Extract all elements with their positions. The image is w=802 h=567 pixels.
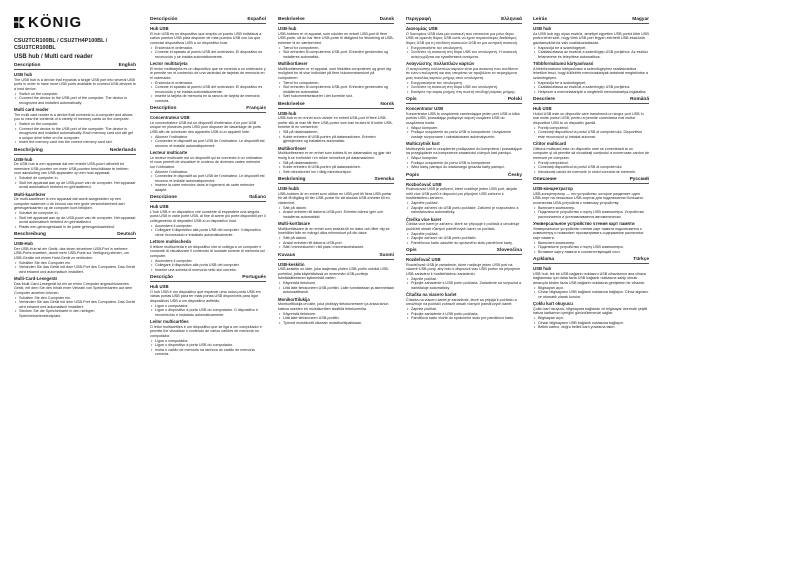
- instruction-list: [533, 241, 649, 255]
- instruction-list: [406, 232, 522, 246]
- instruction-item: • Koble enheten til USB-porten på datamaskinen. Enheten gjenkjennes og installeres automatisk.: [278, 135, 394, 144]
- instruction-item: • Anslut enheten till datorns USB-port. Enheten känns igen och installeras automatiskt.: [278, 210, 394, 219]
- language-header: [278, 253, 394, 260]
- instruction-item: • Connectez le dispositif au port USB de l'ordinateur. Le dispositif est reconnu et installé automatiquement.: [150, 139, 266, 148]
- paragraph: Le concentrateur USB est un dispositif d'extension d'un port USB unique en plusieurs ports USB pour disposer de davantage de ports USB afin de connecter des appareils USB à un appareil hôte.: [150, 120, 261, 134]
- instruction-item: • Conecte el aparato al puerto USB del ordenador. El dispositivo es reconocido y se instala automáticamente.: [150, 50, 266, 59]
- instruction-item: • Työnnä muistikortti oikeaan muistikorttipaikkaan.: [278, 321, 394, 326]
- instruction-list: [278, 312, 394, 326]
- language-heading: Description: [150, 106, 177, 111]
- paragraph: A többformátumú kártyaolvasó a számítógéphez csatlakoztatva lehetővé teszi, hogy különféle memóriakártyák tartalmát megtekintse a számítógépen.: [533, 66, 648, 80]
- instruction-item: • Connectez le dispositif au port USB de l'ordinateur. Le dispositif est reconnu et installé automatiquement.: [150, 174, 266, 183]
- language-heading: Beskrivning: [278, 177, 306, 182]
- instruction-item: • Bilgisayarı açın.: [533, 286, 649, 291]
- language-section: [150, 106, 266, 192]
- instruction-item: • Slå på datamaskinen.: [278, 130, 394, 135]
- column-4-sections: [406, 17, 522, 321]
- language-name: Español: [247, 17, 266, 22]
- instruction-list: [150, 170, 266, 193]
- subsection-heading: Hub USB: [150, 26, 169, 31]
- language-name: Česky: [507, 172, 522, 178]
- language-heading: Description: [14, 63, 41, 68]
- language-header: [406, 17, 522, 24]
- language-section: [278, 177, 394, 250]
- language-header: [406, 173, 522, 180]
- instruction-item: • Bellek kartını, doğru bellek kartı yuvasına takın.: [533, 325, 649, 330]
- paragraph: Multiczytnik kart to urządzenie podłączane do komputera i pozwalające na przeglądanie na komputerze zawartości różnych kart pamięci.: [406, 146, 523, 155]
- language-header: [150, 17, 266, 24]
- instruction-list: [406, 307, 522, 321]
- instruction-item: • Insira o cartão de memória na ranhura do cartão de memória correcta.: [150, 348, 266, 357]
- instruction-item: • Connect the device to the USB port of the computer. The device is recognized and installed automatically.: [14, 96, 136, 105]
- language-section: [278, 253, 394, 326]
- instruction-list: [533, 316, 649, 330]
- instruction-item: • Ενεργοποιήστε τον υπολογιστή.: [406, 46, 522, 51]
- subsection-heading: Lettore multischeda: [150, 239, 191, 244]
- instruction-item: • Schalten Sie den Computer ein.: [14, 261, 136, 266]
- instruction-item: • Allumez l'ordinateur.: [150, 170, 266, 175]
- column-2-sections: [150, 17, 266, 357]
- instruction-list: [150, 304, 266, 318]
- instruction-list: [533, 286, 649, 300]
- language-header: [533, 17, 649, 24]
- instruction-item: • Zapněte počítač.: [406, 201, 522, 206]
- language-header: [406, 97, 522, 104]
- language-header: [278, 102, 394, 109]
- language-header: [533, 97, 649, 104]
- instruction-item: • Включите компьютер.: [533, 206, 649, 211]
- subsection-heading: Multi-kaartlezer: [14, 191, 46, 197]
- instruction-item: • Slå på datamaskinen.: [278, 161, 394, 166]
- language-section: [150, 195, 266, 272]
- instruction-item: • Plaats een geheugenkaart in de juiste geheugenkaartsleuf.: [14, 225, 136, 230]
- language-section: [533, 97, 649, 174]
- language-name: Nederlands: [109, 147, 136, 153]
- subsection-heading: Multikortlæser: [278, 61, 308, 66]
- instruction-list: [278, 236, 394, 250]
- language-section: [533, 257, 649, 330]
- instruction-item: • Подключите устройство к порту USB компьютера. Устройство распознается и устанавливается автоматически.: [533, 210, 649, 219]
- paragraph: Multikortläsaren är en enhet som ansluts till en dator och låter dig se innehållet från en mängd olika minneskort på din dator.: [278, 226, 390, 235]
- instruction-item: • Introduceţi cardul de memorie în slotul corectat de memorie.: [533, 170, 649, 175]
- subsection-heading: USB-hub: [278, 110, 297, 116]
- instruction-item: • Encienda el ordenador.: [150, 46, 266, 51]
- language-name: Svenska: [374, 177, 394, 182]
- language-name: Suomi: [379, 252, 394, 258]
- subsection-heading: Multi-kortläsare: [278, 221, 310, 226]
- main-title: USB hub / Multi card reader: [14, 54, 93, 60]
- instruction-list: [533, 161, 649, 175]
- instruction-list: [533, 206, 649, 220]
- language-heading: Açıklama: [533, 257, 555, 262]
- instruction-item: • Kapcsolja be a számítógépet.: [533, 46, 649, 51]
- subsection-heading: Lecteur multicarte: [150, 150, 188, 155]
- instruction-item: • Conecte el aparato al puerto USB del ordenador. El dispositivo es reconocido y se instala automáticamente.: [150, 85, 266, 94]
- instruction-list: [14, 296, 136, 319]
- paragraph: El hub USB es un dispositivo que amplía un puerto USB individual a varios puertos USB para disponer de más puertos USB con los que conectar dispositivos USB a un dispositivo host.: [150, 31, 262, 45]
- instruction-list: [150, 259, 266, 273]
- instruction-item: • Ligue o computador.: [150, 304, 266, 309]
- paragraph: USB-hub er en enhet som utvider en enkelt USB-port til flere USB-porter slik at man får flere USB-porter som kan brukes til å koble USB-enheter til en vertsenhet.: [278, 116, 393, 129]
- paragraph: Der USB-Hub ist ein Gerät, das einen einzelnen USB-Port in mehrere USB-Ports erweitert, damit mehr USB-Ports zur Verfügung stehen, um USB-Geräte mit einem Host-Gerät zu verbinden.: [14, 246, 129, 260]
- language-section: [14, 63, 136, 145]
- instruction-list: [14, 261, 136, 275]
- language-section: [14, 148, 136, 230]
- subsection-heading: Koncentrator USB: [406, 106, 444, 111]
- paragraph: Monikorttilukija on laite, joka yhdistyy tietokoneeseen ja antaa sinun katsoa useiden eri muistikorttien sisältöä tietokoneella.: [278, 302, 389, 311]
- instruction-item: • Conectaţi dispozitivul la portul USB al computerului. Dispozitivul este recunoscut şi instalat automat.: [533, 130, 649, 139]
- instruction-item: • Encienda el ordenador.: [150, 81, 266, 86]
- instruction-item: • Pamäťovú kartu vložte do správneho slotu pre pamäťovú kartu.: [406, 316, 522, 321]
- instruction-item: • Tænd for computeren.: [278, 46, 394, 51]
- instruction-list: [406, 277, 522, 291]
- language-section: [406, 173, 522, 246]
- instruction-list: [278, 130, 394, 144]
- language-section: [533, 177, 649, 254]
- language-heading: Beschreibung: [14, 232, 46, 237]
- subsection-heading: Multikortleser: [278, 145, 307, 151]
- instruction-item: • Sätt i minneskortet i rätt plats i minneskortsfacket.: [278, 245, 394, 250]
- paragraph: The multi card reader is a device that connects to a computer and allows you to view the contents of a variety of memory cards on the computer.: [14, 112, 133, 121]
- language-heading: Beskrivelse: [278, 17, 305, 22]
- paragraph: De USB-hub is een apparaat dat een enkele USB-poort uitbreidt tot meerdere USB-poorten om meer USB-poorten beschikbaar te hebben voor aansluiting van USB-apparaten op een host-apparaat.: [14, 162, 129, 175]
- instruction-list: [278, 46, 394, 60]
- instruction-item: • Włóż kartę pamięci do właściwego gniazda karty pamięci.: [406, 165, 522, 170]
- instruction-item: • Inserire una scheda di memoria nello slot corretto.: [150, 268, 266, 273]
- instruction-item: • Włącz komputer.: [406, 126, 522, 131]
- instruction-item: • Cihazı bilgisayarın USB bağlantı noktasına bağlayın. Cihaz algılanır ve otomatik olarak kurulur.: [533, 290, 649, 299]
- instruction-list: [150, 135, 266, 149]
- language-heading: Opis: [406, 248, 417, 253]
- subsection-heading: Concentrateur USB: [150, 115, 190, 120]
- instruction-list: [150, 339, 266, 357]
- subsection-heading: Többformátumú kártyaolvasó: [533, 61, 594, 66]
- language-heading: Beskrivelse: [278, 101, 305, 107]
- instruction-item: • Käynnistä tietokone.: [278, 281, 394, 286]
- language-name: Magyar: [632, 17, 649, 22]
- column-2: [150, 14, 266, 360]
- paragraph: USB-keskitin on laite, joka laajentaa yhden USB-portin useiksi USB-porteiksi, jotta käytettävissä on enemmän USB-portteja isäntälaitteeseen kytkemistä varten.: [278, 267, 390, 280]
- instruction-item: • Accendere il computer.: [150, 224, 266, 229]
- subsection-heading: Διανομέας USB: [406, 26, 438, 31]
- language-heading: Opis: [406, 97, 417, 102]
- language-section: [406, 97, 522, 170]
- language-section: [278, 102, 394, 175]
- subsection-heading: Lector multitarjeta: [150, 61, 188, 66]
- subsection-heading: Hub USB: [150, 284, 169, 289]
- instruction-item: • Ligue o dispositivo à porta USB do computador.: [150, 343, 266, 348]
- language-heading: Descrição: [150, 275, 173, 280]
- instruction-item: • Slut enheden til computerens USB-port. Enheden genkendes og installeres automatisk.: [278, 85, 394, 94]
- paragraph: The USB hub is a device that expands a single USB port into several USB ports in order to have more USB ports available to connect USB devices to a host device.: [14, 77, 136, 91]
- instruction-item: • Zapojte zařízení do USB portu počítače.: [406, 236, 522, 241]
- instruction-item: • Bilgisayarı açın.: [533, 316, 649, 321]
- instruction-list: [150, 224, 266, 238]
- subsection-heading: USB-Hub: [14, 241, 33, 246]
- instruction-item: • Anslut enheten till datorns USB-port.: [278, 241, 394, 246]
- instruction-item: • Inserte la tarjeta de memoria en la ranura de tarjeta de memoria correcta.: [150, 94, 266, 103]
- instruction-list: [150, 46, 266, 60]
- paragraph: USB-концентратор — это устройство, которое разделяет один USB-порт на несколько USB-портов для подключения большего количества USB-устройств к главному устройству.: [533, 191, 644, 205]
- paragraph: El lector multitarjeta es un dispositivo que se conecta a un ordenador y le permite ver el contenido de una variedad de tarjetas de memoria en el ordenador.: [150, 66, 266, 80]
- language-section: [406, 17, 522, 94]
- subsection-heading: Hub USB: [150, 204, 169, 209]
- instruction-item: • Slut enheden til computerens USB-port. Enheden genkendes og installeres automatisk.: [278, 50, 394, 59]
- language-heading: Описание: [533, 177, 557, 182]
- paragraph: Ο διανομέας USB είναι μια συσκευή που επεκτείνει μια μόνο θύρα USB σε αρκετές θύρες USB ώστε να έχετε περισσότερες διαθέσιμες θύρες USB για τη σύνδεση συσκευών USB σε μια κεντρική συσκευή.: [406, 31, 518, 45]
- instruction-item: • Connect the device to the USB port of the computer. The device is recognized and installed automatically. Each memory card slot will get a unique drive letter on the computer.: [14, 127, 136, 141]
- language-name: Italiano: [249, 195, 266, 200]
- subsection-heading: Hub USB: [533, 106, 552, 111]
- instruction-item: • Подключите устройство к порту USB компьютера.: [533, 245, 649, 250]
- column-4: [406, 14, 522, 324]
- instruction-item: • Csatlakoztassa az eszközt a számítógép USB portjához. Az eszköz felismerése és telepítése automatikus.: [533, 50, 649, 59]
- subsection-heading: USB-hub: [278, 26, 297, 31]
- subsection-heading: Cititor multicard: [533, 141, 567, 146]
- instruction-item: • Zapnite počítač.: [406, 277, 522, 282]
- instruction-list: [150, 81, 266, 104]
- subsection-heading: USB-hubb: [278, 186, 300, 191]
- language-header: [278, 177, 394, 184]
- language-header: [14, 63, 136, 70]
- paragraph: Il lettore multischeda è un dispositivo che si collega a un computer e consente di visualizzare il contenuto di svariate schede di memoria sul computer.: [150, 244, 265, 258]
- instruction-item: • Zapojte zařízení do USB portu počítače. Zařízení je rozpoznáno a nainstalováno automaticky.: [406, 206, 522, 215]
- language-heading: Descripción: [150, 17, 178, 22]
- language-header: [150, 106, 266, 113]
- language-section: [14, 232, 136, 318]
- instruction-item: • Sett minnekortet inn i riktig minnekortspor.: [278, 170, 394, 175]
- instruction-list: [406, 201, 522, 215]
- language-name: Русский: [629, 177, 649, 182]
- language-section: [533, 17, 649, 94]
- instruction-item: • Sätt på datorn.: [278, 206, 394, 211]
- instruction-item: • Kapcsolja be a számítógépet.: [533, 81, 649, 86]
- language-name: English: [118, 63, 136, 68]
- language-header: [406, 248, 522, 255]
- instruction-item: • Sluit het apparaat aan op de USB-poort van de computer. Het apparaat wordt automatisch herkend en geïnstalleerd.: [14, 216, 136, 225]
- subsection-heading: Αναγνώστης πολλαπλών καρτών: [406, 61, 475, 66]
- language-header: [14, 232, 136, 239]
- language-heading: Descrizione: [150, 195, 177, 200]
- language-header: [533, 257, 649, 264]
- column-1-sections: [14, 63, 136, 318]
- instruction-list: [14, 211, 136, 229]
- instruction-item: • Stecken Sie die Speicherkarte in den richtigen Speicherkartensteckplatz.: [14, 309, 136, 318]
- language-header: [278, 17, 394, 24]
- instruction-item: • Insert the memory card into the correct memory card slot.: [14, 140, 136, 145]
- language-name: Türkçe: [633, 257, 649, 262]
- instruction-item: • Podłącz urządzenie do portu USB w komputerze. Urządzenie zostaje rozpoznane i zainstalowane automatycznie.: [406, 130, 522, 139]
- instruction-item: • Schakel de computer in.: [14, 176, 136, 181]
- paragraph: O hub USB é um dispositivo que expande uma única porta USB em várias portas USB para ter mais portas USB disponíveis para ligar dispositivos USB a um dispositivo anfitrião.: [150, 289, 261, 303]
- language-section: [406, 248, 522, 321]
- instruction-item: • Accendere il computer.: [150, 259, 266, 264]
- subsection-heading: Leitor multicartões: [150, 319, 189, 324]
- instruction-item: • Ενεργοποιήστε τον υπολογιστή.: [406, 81, 522, 86]
- language-name: Português: [242, 275, 266, 280]
- instruction-item: • Sluit het apparaat aan op de USB-poort van de computer. Het apparaat wordt automatisch herkend en geïnstalleerd.: [14, 181, 136, 190]
- instruction-item: • Podłącz urządzenie do portu USB w komputerze.: [406, 161, 522, 166]
- instruction-item: • Collegare il dispositivo alla porta USB del computer. Il dispositivo viene riconosciuto e installato automaticamente.: [150, 228, 266, 237]
- paragraph: Das Multi-Card-Lesegerät ist ein an einen Computer angeschlossenes Gerät, mit dem Sie den Inhalt einer Vielzahl von Speicherkarten auf dem Computer ansehen können.: [14, 281, 133, 295]
- instruction-item: • Sätt på datorn.: [278, 236, 394, 241]
- instruction-item: • Allumez l'ordinateur.: [150, 135, 266, 140]
- instruction-item: • Schakel de computer in.: [14, 211, 136, 216]
- paragraph: USB hub, tek bir USB bağlantı noktasını USB cihazlarının ana cihaza bağlanması için daha fazla USB bağlantı noktasına sahip olmak amacıyla birden fazla USB bağlantı noktasına genişleten bir cihazdır.: [533, 271, 646, 285]
- instruction-item: • Ligue o dispositivo à porta USB do computador. O dispositivo é reconhecido e instalado automaticamente.: [150, 308, 266, 317]
- language-name: Français: [246, 106, 266, 111]
- subsection-heading: Rozdeľovač USB: [406, 257, 441, 262]
- subsection-heading: USB hub: [533, 266, 552, 271]
- instruction-item: • Insérez la carte mémoire dans le logement de carte mémoire adapté.: [150, 183, 266, 192]
- instruction-item: • Включите компьютер.: [533, 241, 649, 246]
- instruction-item: • Συνδέστε τη συσκευή στη θύρα USB του υπολογιστή.: [406, 85, 522, 90]
- paragraph: Cititorul multicard este un dispozitiv care se conectează la un computer şi vă permite să vizualizaţi conţinutul a numeroase carduri de memorie pe computer.: [533, 146, 650, 160]
- instruction-item: • Koble enheten til USB-porten på datamaskinen.: [278, 165, 394, 170]
- paragraph: L'hub USB è un dispositivo che consente di espandere una singola porta USB in varie porte USB, al fine di avere più porte disponibili per il collegamento di dispositivi USB a un dispositivo host.: [150, 209, 266, 223]
- instruction-list: [14, 122, 136, 145]
- instruction-item: • Włącz komputer.: [406, 156, 522, 161]
- instruction-list: [278, 206, 394, 220]
- language-heading: Descriere: [533, 97, 555, 102]
- paragraph: Rozbočovač USB je zařízení, které rozšiřuje jeden USB port, abyste měli více USB portů k dispozici pro připojení USB zařízení k hostitelskému zařízení.: [406, 187, 518, 200]
- instruction-list: [278, 81, 394, 99]
- language-heading: Leírás: [533, 17, 548, 22]
- language-section: [150, 275, 266, 357]
- model-numbers: CSU2TCR100BL / CSU2TH4P100BL / CSU3TCR100BL: [14, 38, 108, 51]
- paragraph: Çoklu kart okuyucu, bilgisayara bağlanan ve bilgisayar üzerinde çeşitli hafıza kartlarının içeriğini görüntülemenizi sağlar.: [533, 306, 648, 315]
- instruction-item: • Pripojte zariadenie k USB portu počítača.: [406, 312, 522, 317]
- instruction-item: • Verbinden Sie das Gerät mit dem USB-Port des Computers. Das Gerät wird erkannt und automatisch installiert.: [14, 300, 136, 309]
- subsection-heading: Универсальное устройство чтения карт памяти: [533, 221, 635, 226]
- instruction-item: • Switch on the computer.: [14, 92, 136, 97]
- instruction-item: • Liitä laite tietokoneen USB-porttiin.: [278, 316, 394, 321]
- subsection-heading: Multiczytnik kart: [406, 141, 440, 146]
- instruction-item: • Sæt hukommelseskortet i det korrekte slot.: [278, 94, 394, 99]
- instruction-list: [533, 126, 649, 140]
- instruction-list: [406, 46, 522, 60]
- language-name: Slovenčina: [496, 248, 522, 253]
- paragraph: Универсальное устройство чтения карт памяти подключается к компьютеру и позволяет просматривать содержимое различных карт памяти.: [533, 226, 644, 240]
- instruction-list: [406, 126, 522, 140]
- instruction-item: • Verbinden Sie das Gerät mit dem USB-Port des Computers. Das Gerät wird erkannt und automatisch installiert.: [14, 265, 136, 274]
- instruction-item: • Zapnite počítač.: [406, 307, 522, 312]
- paragraph: Koncentrator USB to urządzenie zamieniające jeden port USB w kilka portów USB, pozwalając podłączyć więcej urządzeń USB do urządzenia hosta.: [406, 111, 520, 125]
- language-name: Deutsch: [117, 232, 136, 237]
- instruction-item: • Helyezze a memóriakártyát a megfelelő memóriakártya-foglalatba.: [533, 90, 649, 95]
- language-header: [150, 195, 266, 202]
- language-header: [14, 148, 136, 155]
- instruction-item: • Вставьте карту памяти в соответствующий слот.: [533, 250, 649, 255]
- instruction-list: [406, 81, 522, 95]
- subsection-heading: Çoklu kart okuyucu: [533, 301, 573, 306]
- instruction-item: • Ligue o computador.: [150, 339, 266, 344]
- column-1: [14, 26, 136, 321]
- instruction-item: • Paměťovou kartu zasuňte do správného slotu paměťové karty.: [406, 241, 522, 246]
- instruction-item: • Porniţi computerul.: [533, 126, 649, 131]
- language-name: Dansk: [379, 17, 394, 22]
- column-5: [533, 14, 649, 333]
- subsection-heading: USB hub: [533, 26, 552, 31]
- instruction-list: [278, 281, 394, 295]
- column-3: [278, 14, 394, 328]
- instruction-list: [278, 161, 394, 175]
- language-name: Română: [630, 97, 649, 102]
- subsection-heading: USB-keskitin: [278, 261, 305, 267]
- paragraph: Az USB hub egy olyan eszköz, amellyel egyetlen USB portot több USB portra lehet szét, hogy több USB port legyen elérhető USB-eszközök gazdaeszközhöz való csatlakoztatására.: [533, 31, 649, 45]
- instruction-item: • Collegare il dispositivo alla porta USB del computer.: [150, 263, 266, 268]
- language-heading: Popis: [406, 172, 420, 178]
- column-3-sections: [278, 17, 394, 325]
- subsection-heading: Rozbočovač USB: [406, 181, 442, 187]
- instruction-list: [14, 176, 136, 190]
- instruction-item: • Conectaţi dispozitivul la portul USB al computerului.: [533, 165, 649, 170]
- instruction-list: [14, 92, 136, 106]
- brand-name: KÖNIG: [28, 14, 83, 31]
- language-name: Polski: [507, 97, 522, 102]
- paragraph: O leitor multicartões é um dispositivo que se liga a um computador e permite-lhe visualizar o conteúdo de vários cartões de memoria no computador.: [150, 324, 262, 338]
- instruction-item: • Csatlakoztassa az eszközt a számítógép USB portjához.: [533, 85, 649, 90]
- language-name: Ελληνικά: [501, 17, 522, 22]
- language-heading: Beschrijving: [14, 147, 43, 153]
- paragraph: USB-hubben är en enhet som utökar en USB-port till flera USB-portar för att få tillgång till fler USB-portar för att ansluta USB-enheter till en värdenhet.: [278, 191, 392, 205]
- instruction-list: [533, 46, 649, 60]
- instruction-item: • Pripojte zariadenie k USB portu počítača. Zariadenie sa rozpozná a nainštaluje automaticky.: [406, 281, 522, 290]
- language-header: [533, 177, 649, 184]
- instruction-item: • Schalten Sie den Computer ein.: [14, 296, 136, 301]
- subsection-heading: Multi-Card-Lesegerät: [14, 276, 57, 281]
- instruction-item: • Käynnistä tietokone.: [278, 312, 394, 317]
- subsection-heading: Monikorttilukija: [278, 296, 310, 302]
- instruction-item: • Tænd for computeren.: [278, 81, 394, 86]
- subsection-heading: Čtečka více karet: [406, 216, 442, 222]
- instruction-list: [533, 81, 649, 95]
- paragraph: Čítačka na viacero kariet je zariadenie, ktoré sa pripája k počítaču a umožňuje na počítači zobraziť obsah rôznych pamäťových kariet.: [406, 297, 517, 306]
- instruction-item: • Liitä laite tietokoneen USB-porttiin. Laite tunnistetaan ja asennetaan automaattisesti.: [278, 286, 394, 295]
- paragraph: De multi-kaartlezer is een apparaat dat wordt aangesloten op een computer waarmee u de inhoud van een grote verscheidenheid aan geheugenkaarten op de computer kunt bekijken.: [14, 197, 125, 210]
- instruction-item: • Cihazı bilgisayarın USB bağlantı noktasına bağlayın.: [533, 321, 649, 326]
- paragraph: Ο αναγνώστης πολλαπλών καρτών είναι μια συσκευή που συνδέεται σε έναν υπολογιστή και σας επιτρέπει να προβάλετε τα περιεχόμενα μιας ποικιλίας καρτών μνήμης στον υπολογιστή.: [406, 66, 518, 80]
- paragraph: Rozdeľovač USB je zariadenie, ktoré rozširuje jeden USB port na viaceré USB porty, aby bolo k dispozícii viac USB portov na pripojenie USB zariadení k hostiteľskému zariadeniu.: [406, 262, 521, 276]
- language-header: [150, 275, 266, 282]
- paragraph: USB-hubben er et apparat, som udvider en enkelt USB-port til flere USB-porte, så du har flere USB-porte til rådighed for tilslutning af USB-enheder til en værtsenhed.: [278, 31, 394, 45]
- paragraph: Čtečka více karet je zařízení, které se připojuje k počítači a umožňuje prohlížet obsah různých paměťových karet na počítači.: [406, 222, 520, 231]
- language-name: Norsk: [380, 101, 394, 107]
- subsection-heading: Multi card reader: [14, 107, 49, 112]
- instruction-item: • Switch on the computer.: [14, 122, 136, 127]
- language-section: [278, 17, 394, 99]
- subsection-heading: Čítačka na viacero kariet: [406, 292, 457, 297]
- instruction-item: • Συνδέστε τη συσκευή στη θύρα USB του υπολογιστή. Η συσκευή αναγνωρίζεται και εγκαθίσταται αυτόματα.: [406, 50, 522, 59]
- language-section: [150, 17, 266, 103]
- subsection-heading: USB-hub: [14, 156, 33, 162]
- instruction-item: • Porniţi computerul.: [533, 161, 649, 166]
- instruction-item: • Εισάγετε την κάρτα μνήμης στη σωστή υποδοχή κάρτας μνήμης.: [406, 90, 522, 95]
- instruction-list: [406, 156, 522, 170]
- subsection-heading: USB hub: [14, 72, 33, 77]
- language-heading: Kuvaus: [278, 252, 296, 258]
- subsection-heading: USB-концентратор: [533, 186, 573, 191]
- paragraph: Multikortlæseren er et apparat, som tilsluttes computeren og giver dig mulighed for at vise indholdet på flere hukommelseskort på computeren.: [278, 66, 392, 80]
- column-5-sections: [533, 17, 649, 330]
- instruction-item: • Zapněte počítač.: [406, 232, 522, 237]
- language-heading: Περιγραφή: [406, 17, 431, 22]
- paragraph: Multikortleseren er en enhet som kobles til en datamaskin og gjør det mulig å se innholdet i en rekke minnekort på datamaskinen.: [278, 151, 391, 160]
- paragraph: Hubul USB este un dispozitiv care transformă un singur port USB în mai multe porturi USB, pentru a permite conectarea mai multor dispozitive USB la un dispozitiv gazdă.: [533, 111, 644, 125]
- paragraph: Le lecteur multicarte est un dispositif qui se connecte à un ordinateur et vous permet de visualiser le contenu de diverses cartes mémoire sur l'ordinateur.: [150, 155, 263, 169]
